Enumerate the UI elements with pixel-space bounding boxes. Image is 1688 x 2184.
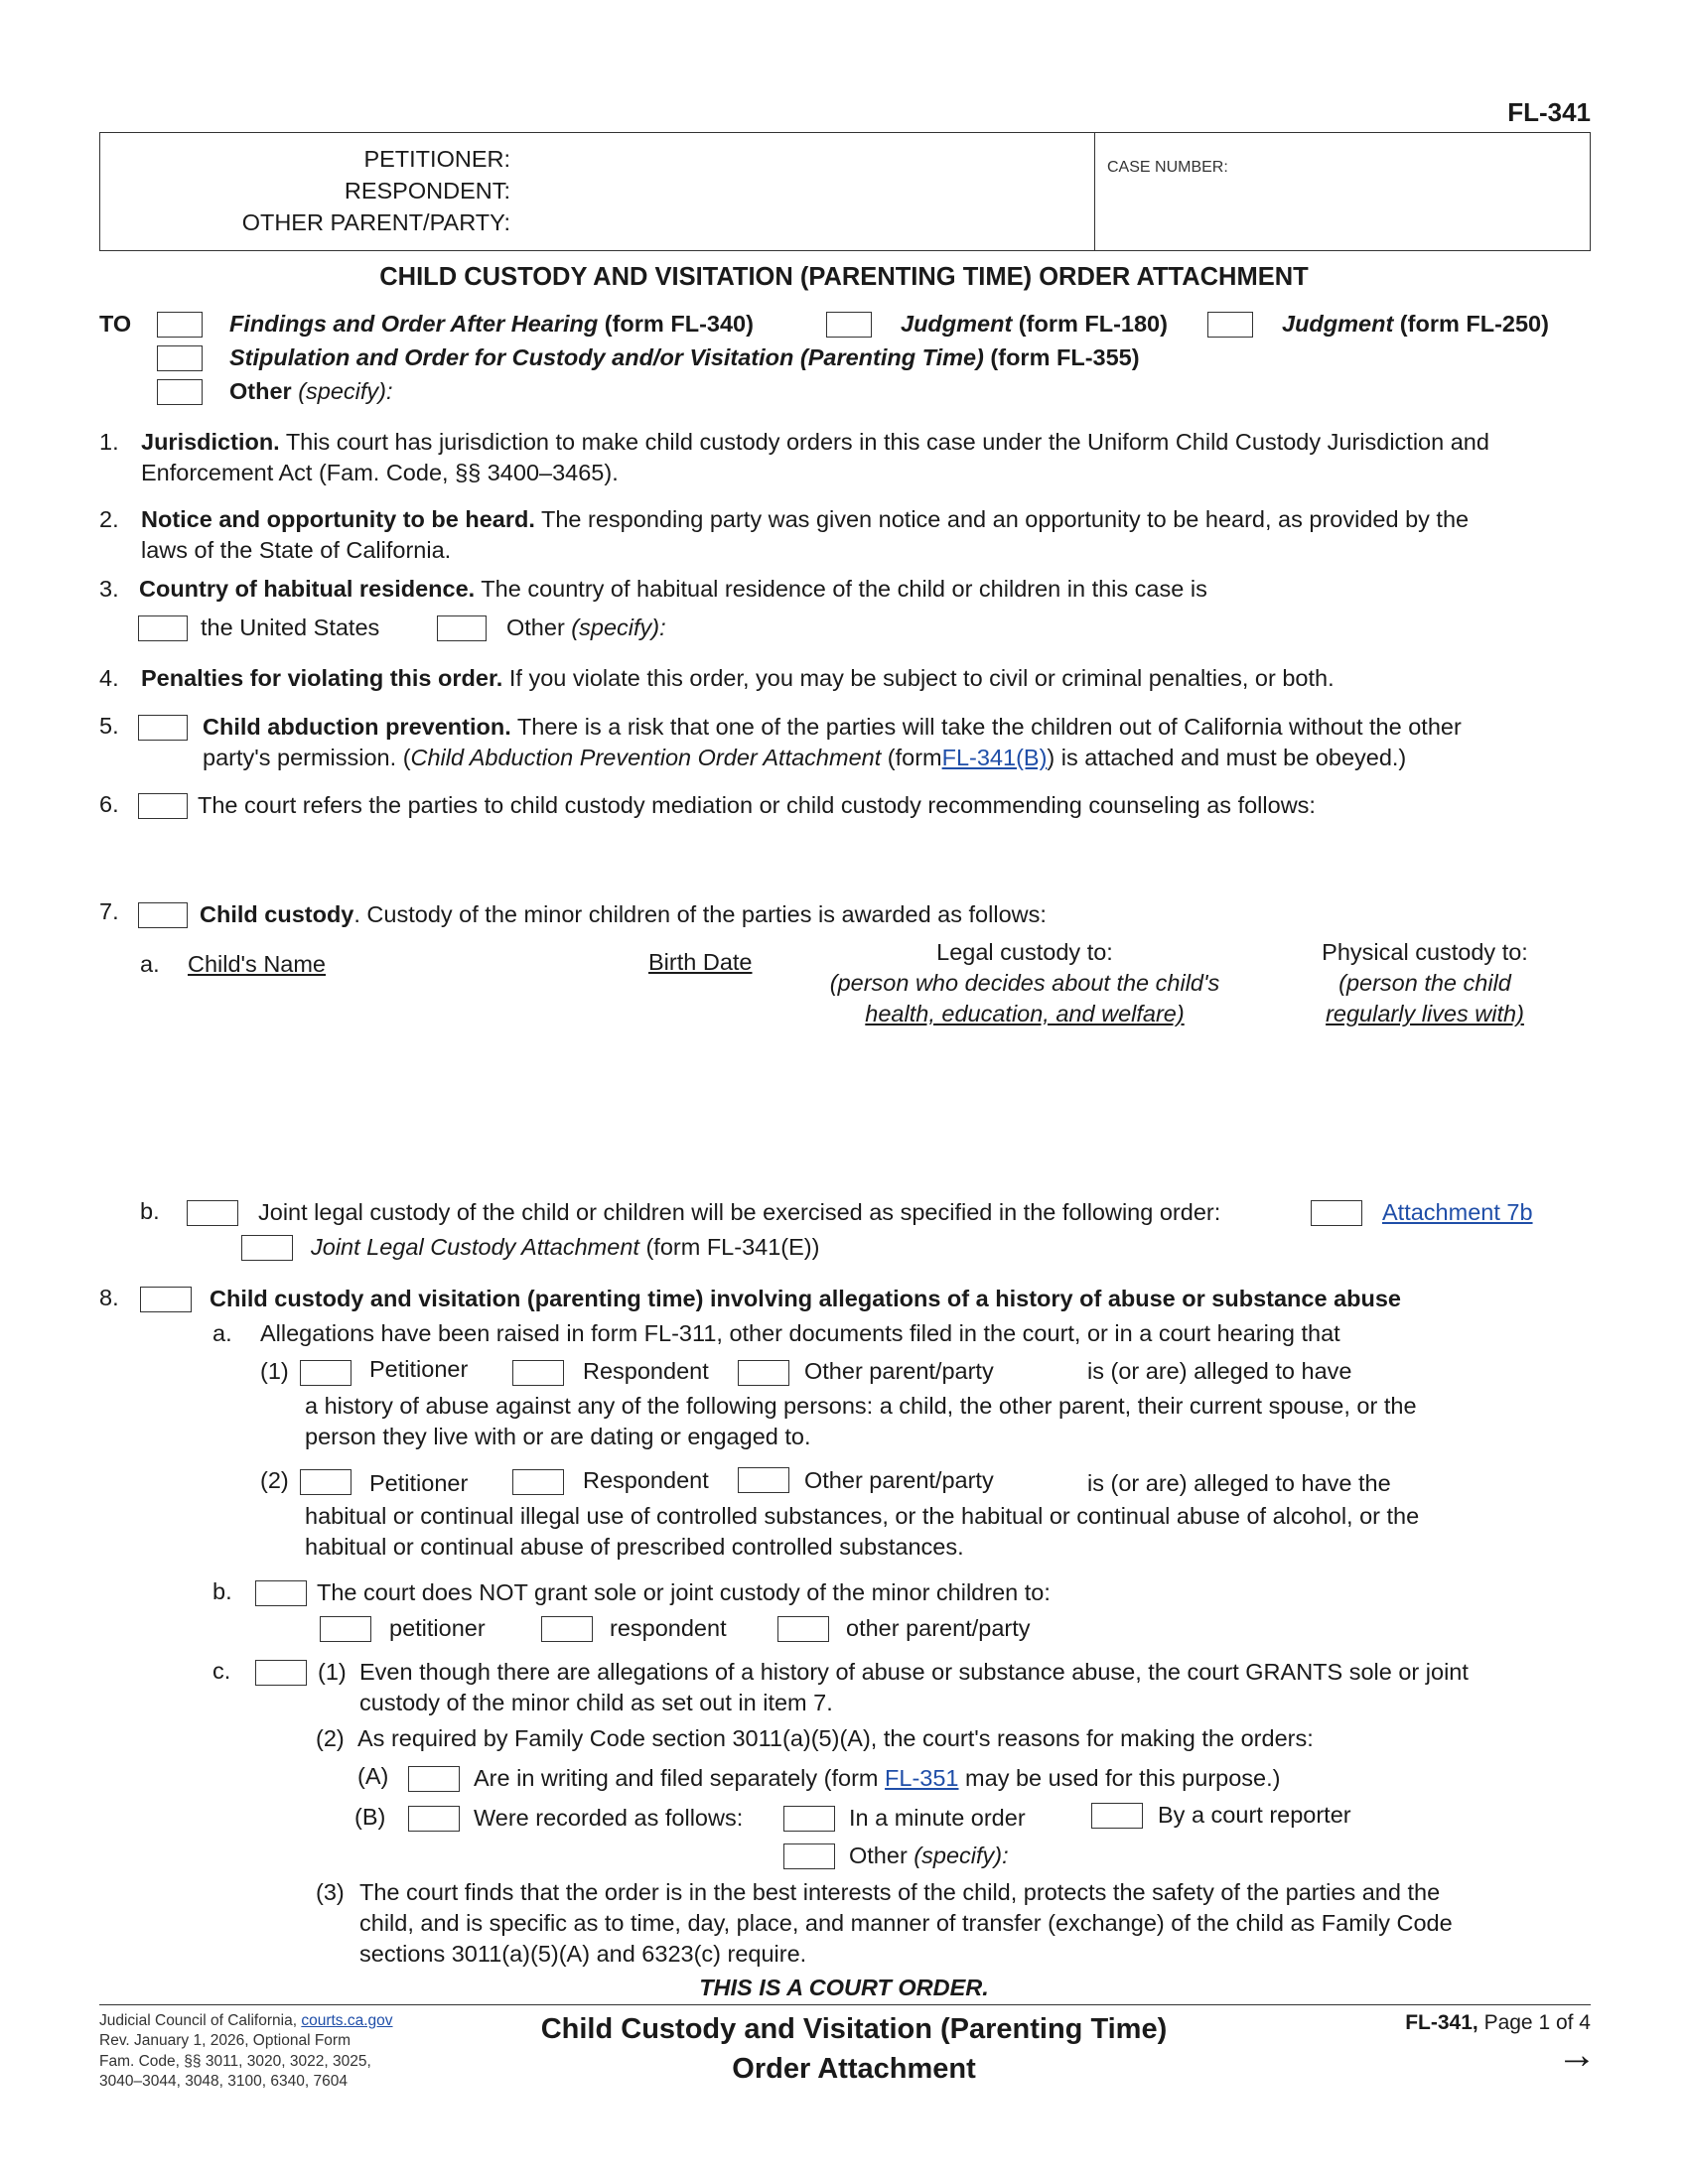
item-5-number: 5. [99,713,119,739]
joint-legal-checkbox[interactable] [187,1200,238,1226]
a2-line2: habitual or continual illegal use of controlled substances, or the habitual or continual abuse of alcohol, or the [305,1503,1420,1529]
fl180-option: Judgment (form FL-180) [901,311,1168,337]
item-4-number: 4. [99,665,119,691]
item-8b-text: The court does NOT grant sole or joint custody of the minor children to: [317,1579,1051,1605]
item-7-number: 7. [99,898,119,924]
a2-respondent-label: Respondent [583,1467,709,1493]
c3-line1: The court finds that the order is in the best interests of the child, protects the safety of the parties and the [359,1879,1441,1905]
reasons-recorded-checkbox[interactable] [408,1806,460,1832]
a1-line3: person they live with or are dating or engaged to. [305,1424,811,1449]
item-8cA-number: (A) [357,1763,389,1789]
respondent-label: RESPONDENT: [344,178,510,204]
col-childs-name: Child's Name [188,951,327,977]
courts-link[interactable]: courts.ca.gov [301,2012,393,2029]
a1-petitioner-label: Petitioner [369,1356,469,1382]
item-8-heading: Child custody and visitation (parenting time) involving allegations of a history of abuse or substance abuse [210,1286,1401,1311]
country-us-checkbox[interactable] [138,615,188,641]
a1-respondent-label: Respondent [583,1358,709,1384]
b-other-party-label: other parent/party [846,1615,1031,1641]
item-7b-label: b. [140,1198,160,1224]
item-7a-label: a. [140,951,160,977]
no-custody-checkbox[interactable] [255,1580,307,1606]
item-5-line1: Child abduction prevention. There is a risk that one of the parties will take the children out of California without the other [203,714,1462,740]
c3-line3: sections 3011(a)(5)(A) and 6323(c) require. [359,1941,807,1967]
item-1-number: 1. [99,429,119,455]
recorded-other-label: Other (specify): [849,1843,1009,1868]
fl355-option: Stipulation and Order for Custody and/or Visitation (Parenting Time) (form FL-355) [229,344,1140,370]
item-8c-label: c. [212,1658,231,1684]
item-5-line2: party's permission. (Child Abduction Prevention Order Attachment (formFL-341(B)) is attached and must be obeyed.) [203,745,1407,770]
fl341b-link[interactable]: FL-341(B) [941,745,1048,770]
fl250-checkbox[interactable] [1207,312,1253,338]
footer-page: FL-341, Page 1 of 4 [1405,2011,1591,2034]
country-other-checkbox[interactable] [437,615,487,641]
abuse-allegations-checkbox[interactable] [140,1287,192,1312]
minute-order-label: In a minute order [849,1805,1026,1831]
footer-source: Judicial Council of California, courts.ca.gov Rev. January 1, 2026, Optional Form Fam. Code, §§ 3011, 3020, 3022, 3025, 3040–3044, 3048, 3100, 6340, 7604 [99,2012,393,2091]
item-2-number: 2. [99,506,119,532]
court-reporter-label: By a court reporter [1158,1802,1351,1828]
item-6-number: 6. [99,791,119,817]
court-order-notice: THIS IS A COURT ORDER. [699,1975,989,2000]
country-us-label: the United States [201,614,380,640]
a1-other-party-label: Other parent/party [804,1358,994,1384]
grants-custody-checkbox[interactable] [255,1660,307,1686]
to-label: TO [99,311,132,337]
caption-box [99,132,1591,251]
caption-parties [242,143,510,238]
joint-legal-attachment-label: Joint Legal Custody Attachment (form FL-341(E)) [311,1234,820,1260]
case-number-label: CASE NUMBER: [1107,159,1228,176]
item-7b-text: Joint legal custody of the child or children will be exercised as specified in the following order: [258,1199,1221,1225]
form-number: FL-341 [1507,97,1591,127]
to-other-option: Other (specify): [229,378,393,404]
next-page-arrow-icon[interactable]: → [1557,2033,1597,2077]
abduction-checkbox[interactable] [138,715,188,741]
col-physical-custody: Physical custody to: (person the child regularly lives with) [1322,939,1528,1026]
a2-petitioner-checkbox[interactable] [300,1469,352,1495]
to-other-checkbox[interactable] [157,379,203,405]
item-7-line1: Child custody. Custody of the minor children of the parties is awarded as follows: [200,901,1047,927]
court-reporter-checkbox[interactable] [1091,1803,1143,1829]
other-parent-label: OTHER PARENT/PARTY: [241,209,510,235]
custody-checkbox[interactable] [138,902,188,928]
item-4-line1: Penalties for violating this order. If you violate this order, you may be subject to civil or criminal penalties, or both. [141,665,1335,691]
c3-line2: child, and is specific as to time, day, place, and manner of transfer (exchange) of the child as Family Code [359,1910,1453,1936]
item-3-number: 3. [99,576,119,602]
reasons-writing-checkbox[interactable] [408,1766,460,1792]
item-8a-text: Allegations have been raised in form FL-311, other documents filed in the court, or in a court hearing that [260,1320,1340,1346]
b-petitioner-label: petitioner [389,1615,486,1641]
cA-text: Are in writing and filed separately (form FL-351 may be used for this purpose.) [474,1765,1281,1791]
item-8b-label: b. [212,1578,232,1604]
item-8c2-number: (2) [316,1725,345,1751]
country-other-label: Other (specify): [506,614,666,640]
item-3-line1: Country of habitual residence. The country of habitual residence of the child or children in this case is [139,576,1207,602]
col-birth-date: Birth Date [648,949,753,975]
b-petitioner-checkbox[interactable] [320,1616,371,1642]
c2-text: As required by Family Code section 3011(a)(5)(A), the court's reasons for making the orders: [357,1725,1314,1751]
attachment-7b-checkbox[interactable] [1311,1200,1362,1226]
item-1-line1: Jurisdiction. This court has jurisdiction to make child custody orders in this case under the Uniform Child Custody Jurisdiction and [141,429,1489,455]
footer-rule [99,2004,1591,2005]
item-1-line2: Enforcement Act (Fam. Code, §§ 3400–3465). [141,460,619,485]
a2-petitioner-label: Petitioner [369,1470,469,1496]
a2-respondent-checkbox[interactable] [512,1469,564,1495]
minute-order-checkbox[interactable] [783,1806,835,1832]
fl250-option: Judgment (form FL-250) [1282,311,1549,337]
a1-petitioner-checkbox[interactable] [300,1360,352,1386]
mediation-checkbox[interactable] [138,793,188,819]
a1-alleged-text: is (or are) alleged to have [1087,1358,1352,1384]
item-8a1-number: (1) [260,1358,289,1384]
b-respondent-checkbox[interactable] [541,1616,593,1642]
a2-alleged-text: is (or are) alleged to have the [1087,1470,1391,1496]
a1-other-party-checkbox[interactable] [738,1360,789,1386]
footer-title: Child Custody and Visitation (Parenting Time) Order Attachment [540,2013,1168,2085]
fl351-link[interactable]: FL-351 [885,1765,959,1791]
cB-text: Were recorded as follows: [474,1805,744,1831]
col-legal-custody: Legal custody to: (person who decides about the child's health, education, and welfare) [829,939,1220,1026]
item-6-line1: The court refers the parties to child custody mediation or child custody recommending counseling as follows: [198,792,1316,818]
a1-line2: a history of abuse against any of the following persons: a child, the other parent, their current spouse, or the [305,1393,1417,1419]
fl340-checkbox[interactable] [157,312,203,338]
case-number-field[interactable] [1097,183,1584,248]
item-8c3-number: (3) [316,1879,345,1905]
item-8a-label: a. [212,1320,232,1346]
custody-entry-area[interactable] [184,1032,1584,1171]
b-respondent-label: respondent [610,1615,727,1641]
item-8a2-number: (2) [260,1467,289,1493]
a2-other-party-checkbox[interactable] [738,1467,789,1493]
fl340-option: Findings and Order After Hearing (form FL-340) [229,311,754,337]
item-8cB-number: (B) [354,1804,386,1830]
a2-other-party-label: Other parent/party [804,1467,994,1493]
joint-legal-attachment-checkbox[interactable] [241,1235,293,1261]
fl180-checkbox[interactable] [826,312,872,338]
petitioner-label: PETITIONER: [363,146,510,172]
b-other-party-checkbox[interactable] [777,1616,829,1642]
item-8-number: 8. [99,1285,119,1310]
recorded-other-checkbox[interactable] [783,1843,835,1869]
page-title: CHILD CUSTODY AND VISITATION (PARENTING TIME) ORDER ATTACHMENT [379,263,1309,291]
c1-line2: custody of the minor child as set out in item 7. [359,1690,833,1715]
a2-line3: habitual or continual abuse of prescribed controlled substances. [305,1534,964,1560]
attachment-7b-link[interactable]: Attachment 7b [1382,1199,1533,1225]
item-8c1-number: (1) [318,1659,347,1685]
item-2-line1: Notice and opportunity to be heard. The responding party was given notice and an opportunity to be heard, as provided by the [141,506,1470,532]
a1-respondent-checkbox[interactable] [512,1360,564,1386]
c1-line1: Even though there are allegations of a history of abuse or substance abuse, the court GRANTS sole or joint [359,1659,1469,1685]
item-2-line2: laws of the State of California. [141,537,452,563]
fl355-checkbox[interactable] [157,345,203,371]
